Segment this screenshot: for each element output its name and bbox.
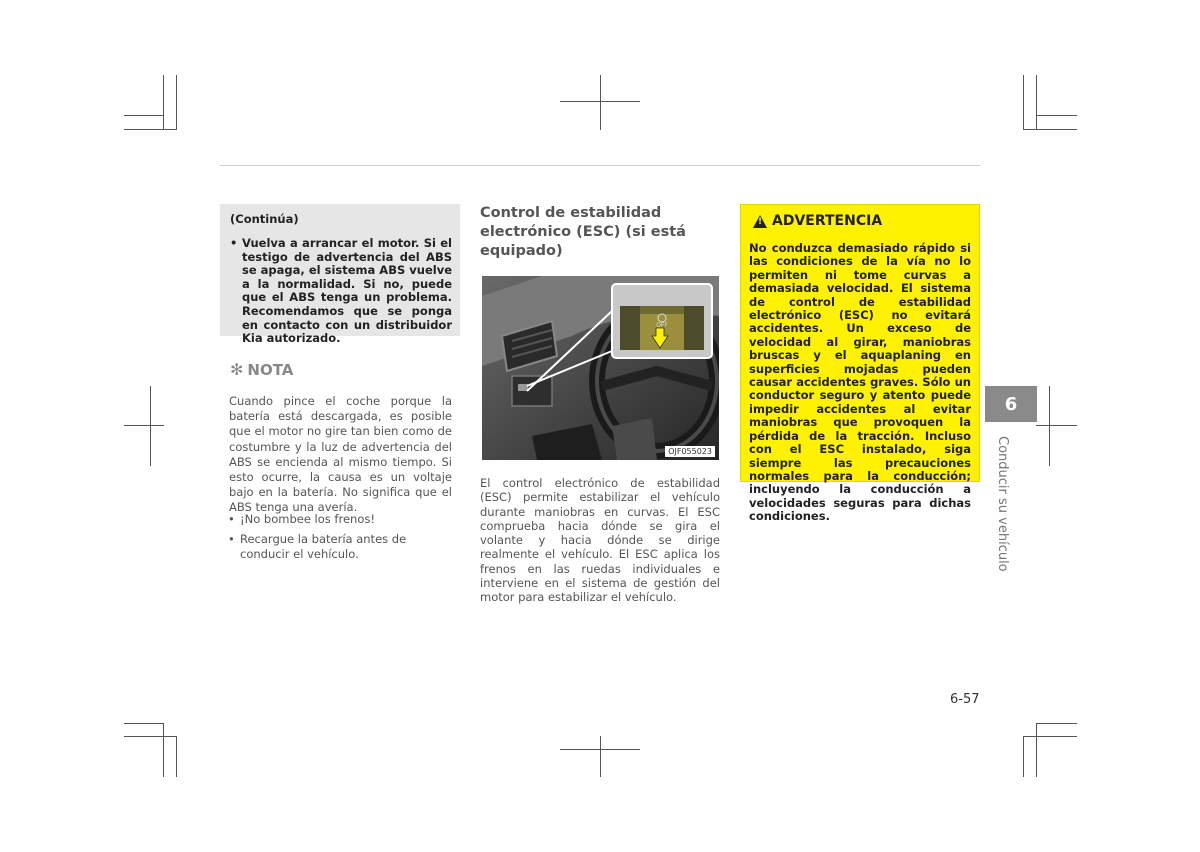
- bullet-mark: •: [230, 236, 238, 250]
- esc-body: El control electrónico de estabilidad (ESC) permite estabilizar el vehículo durante maniobras en curvas. El ESC comprueba hacia dónde se gira el volante y hacia dónde se dirige realmente el vehículo. El ESC aplica los frenos en las ruedas individuales e interviene en el sistema de gestión del motor para estabilizar el vehículo.: [480, 476, 720, 605]
- warning-icon: [753, 215, 767, 228]
- chapter-label: [995, 436, 1011, 576]
- nota-list: [228, 512, 454, 568]
- bullet-mark: •: [228, 532, 235, 547]
- warning-text: No conduzca demasiado rápido si las condiciones de la vía no lo permiten ni tome curvas a demasiada velocidad. El sistema de control de estabilidad electrónico (ESC) no evitará accidentes. Un exceso de velocidad al girar, maniobras bruscas y el aquaplaning en superficies mojadas pueden causar accidentes graves. Sólo un conductor seguro y atento puede impedir accidentes al evitar maniobras que provoquen la pérdida de la tracción. Incluso con el ESC instalado, siga siempre las precauciones normales para la conducción; incluyendo la conducción a velocidades seguras para dichas condiciones.: [749, 241, 971, 524]
- nota-body: Cuando pince el coche porque la batería está descargada, es posible que el motor no gire tan bien como de costumbre y la luz de advertencia del ABS se encienda al mismo tiempo. Si esto ocurre, la causa es un voltaje bajo en la batería. No significa que el ABS tenga una avería.: [229, 394, 452, 515]
- warning-icon-mark: !: [758, 216, 763, 227]
- image-code: OJF055023: [665, 446, 715, 457]
- bullet-mark: •: [228, 512, 235, 526]
- esc-switch-photo: [482, 276, 719, 460]
- continua-bullet-text: Vuelva a arrancar el motor. Si el testigo de advertencia del ABS se apaga, el sistema ABS vuelve a la normalidad. Si no, puede que el ABS tenga un problema. Recomendamos que se ponga en contacto con un distribuidor Kia autorizado.: [242, 236, 452, 346]
- continua-title: (Continúa): [230, 212, 299, 226]
- list-item: [228, 512, 454, 527]
- nota-heading: [230, 360, 293, 379]
- asterisk-icon: ✻: [230, 360, 244, 379]
- nota-title: NOTA: [247, 360, 294, 379]
- warning-title: ADVERTENCIA: [772, 213, 883, 229]
- page-number: 6-57: [950, 692, 980, 707]
- continua-bullet: [230, 237, 452, 346]
- section-title: Control de estabilidad electrónico (ESC) (si está equipado): [480, 205, 686, 259]
- list-item-text: ¡No bombee los frenos!: [240, 512, 375, 526]
- warning-heading: [753, 213, 971, 229]
- continua-box: [220, 204, 460, 346]
- list-item-text: Recargue la batería antes de conducir el vehículo.: [240, 532, 407, 562]
- esc-button-label: OFF: [656, 322, 668, 329]
- chapter-tab: 6: [985, 386, 1037, 422]
- header-rule: [220, 165, 980, 166]
- list-item: [228, 532, 454, 562]
- warning-box: [740, 204, 980, 524]
- chapter-label-text: Conducir su vehículo: [995, 436, 1010, 572]
